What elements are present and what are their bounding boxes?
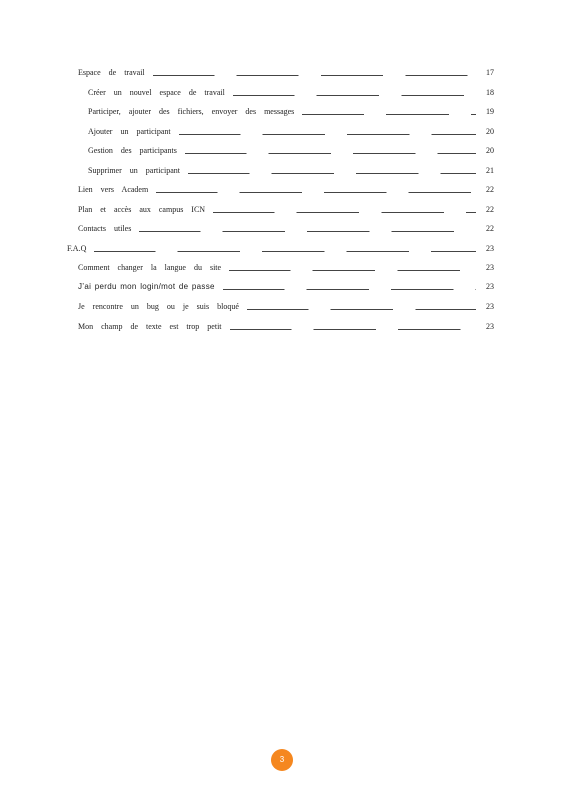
toc-entry-label: Lien vers Academ [78, 185, 149, 194]
toc-entry-page: 23 [486, 244, 494, 253]
toc-entry[interactable] [88, 126, 494, 138]
toc-entry-label: Participer, ajouter des fichiers, envoyer des messages [88, 107, 295, 116]
toc-entry-page: 20 [486, 146, 494, 155]
toc-entry[interactable] [88, 165, 494, 177]
toc-entry[interactable] [88, 145, 494, 157]
toc-entry[interactable] [78, 204, 494, 216]
toc-entry-label: Contacts utiles [78, 224, 132, 233]
toc-entry-label: Comment changer la langue du site [78, 263, 222, 272]
toc-entry[interactable] [88, 87, 494, 99]
toc-entry-page: 23 [486, 282, 494, 291]
toc-entry-page: 17 [486, 68, 494, 77]
dot-leader [302, 114, 476, 115]
toc-entry-page: 20 [486, 127, 494, 136]
toc-entry[interactable] [78, 301, 494, 313]
dot-leader [156, 192, 476, 193]
dot-leader [179, 134, 476, 135]
dot-leader [185, 153, 476, 154]
dot-leader [188, 173, 476, 174]
toc-entry-page: 18 [486, 88, 494, 97]
toc-entry-page: 21 [486, 166, 494, 175]
toc-entry[interactable] [78, 184, 494, 196]
dot-leader [153, 75, 476, 76]
dot-leader [213, 212, 476, 213]
toc-entry-label: J’ai perdu mon login/mot de passe [78, 282, 215, 291]
toc-entry[interactable] [78, 223, 494, 235]
toc-entry-page: 22 [486, 185, 494, 194]
toc-entry[interactable] [67, 243, 494, 255]
toc-entry-label: Plan et accès aux campus ICN [78, 205, 206, 214]
dot-leader [223, 289, 476, 290]
toc-entry-label: F.A.Q [67, 244, 87, 253]
dot-leader [247, 309, 476, 310]
dot-leader [230, 329, 476, 330]
toc-entry-page: 19 [486, 107, 494, 116]
dot-leader [139, 231, 476, 232]
toc-entry-label: Espace de travail [78, 68, 145, 77]
page-number-badge: 3 [271, 749, 293, 771]
toc-entry-label: Je rencontre un bug ou je suis bloqué [78, 302, 239, 311]
toc-entry-page: 23 [486, 302, 494, 311]
toc-entry-label: Créer un nouvel espace de travail [88, 88, 225, 97]
dot-leader [233, 95, 476, 96]
dot-leader [229, 270, 476, 271]
toc-entry-page: 23 [486, 322, 494, 331]
toc-entry-page: 23 [486, 263, 494, 272]
toc-entry[interactable] [78, 67, 494, 79]
dot-leader [94, 251, 476, 252]
toc-entry-label: Gestion des participants [88, 146, 177, 155]
toc-entry-label: Supprimer un participant [88, 166, 180, 175]
toc-entry-page: 22 [486, 205, 494, 214]
toc-entry[interactable] [88, 106, 494, 118]
toc-entry[interactable] [78, 262, 494, 274]
toc-entry[interactable] [78, 281, 494, 293]
toc-entry-page: 22 [486, 224, 494, 233]
toc-entry[interactable] [78, 321, 494, 333]
toc-entry-label: Mon champ de texte est trop petit [78, 322, 222, 331]
toc-entry-label: Ajouter un participant [88, 127, 171, 136]
